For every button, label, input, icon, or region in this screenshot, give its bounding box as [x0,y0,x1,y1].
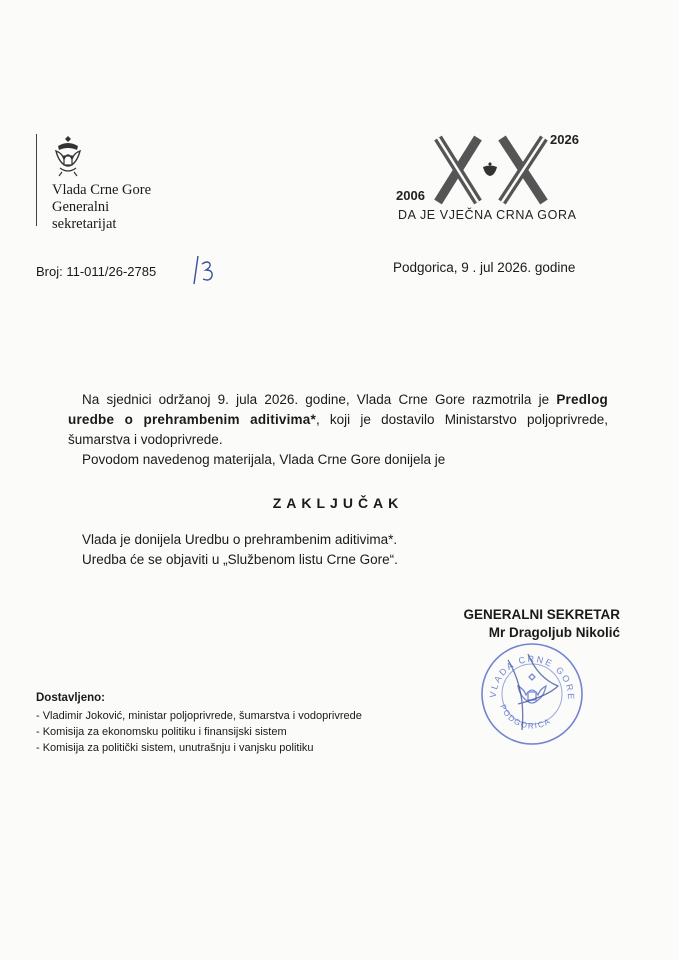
signatory-title: GENERALNI SEKRETAR [463,607,620,622]
distribution-title: Dostavljeno: [36,692,106,704]
stamp-text-bottom: PODGORICA [498,703,553,731]
organization-name [52,182,151,233]
svg-text:PODGORICA [498,703,553,731]
signatory-name: Mr Dragoljub Nikolić [488,625,620,640]
place-date: Podgorica, 9 . jul 2026. godine [393,260,576,275]
document-body [68,390,608,567]
coat-of-arms-icon [50,134,86,178]
org-line: Generalni [52,199,110,215]
distribution-item: - Komisija za ekonomsku politiku i finansijski sistem [36,726,287,738]
org-line: sekretarijat [52,216,117,232]
conclusion-heading: ZAKLJUČAK [272,495,404,511]
org-line: Vlada Crne Gore [52,182,152,198]
material-title: Predlog uredbe o prehrambenim aditivima* [68,392,608,427]
jubilee-year-start: 2006 [396,188,425,203]
paragraph-outro: , koji je dostavilo Ministarstvo poljoprivrede, šumarstva i vodoprivrede. [68,412,608,447]
decision-line: Uredba će se objaviti u „Službenom listu Crne Gore“. [82,552,398,567]
distribution-item: - Vladimir Joković, ministar poljoprivrede, šumarstva i vodoprivrede [36,710,362,722]
distribution-list [36,690,362,756]
letterhead-divider [36,134,37,226]
jubilee-logo [394,130,604,230]
stamp-text-top: VLADA CRNE GORE [487,653,577,702]
decision-line: Vlada je donijela Uredbu o prehrambenim aditivima*. [82,532,398,547]
handwritten-number-suffix [192,254,218,286]
xx-logo-icon [432,134,552,206]
document-number: Broj: 11-011/26-2785 [36,264,157,279]
jubilee-motto: DA JE VJEČNA CRNA GORA [398,208,577,222]
jubilee-year-end: 2026 [550,132,579,147]
body-paragraph [68,390,608,450]
paragraph-intro: Na sjednici održanoj 9. jula 2026. godine, Vlada Crne Gore razmotrila je [82,392,557,407]
official-stamp-icon [478,640,586,748]
body-paragraph-2: Povodom navedenog materijala, Vlada Crne Gore donijela je [82,452,446,467]
decision-text [82,530,398,570]
signature-block [400,606,620,642]
distribution-item: - Komisija za politički sistem, unutrašnju i vanjsku politiku [36,742,314,754]
